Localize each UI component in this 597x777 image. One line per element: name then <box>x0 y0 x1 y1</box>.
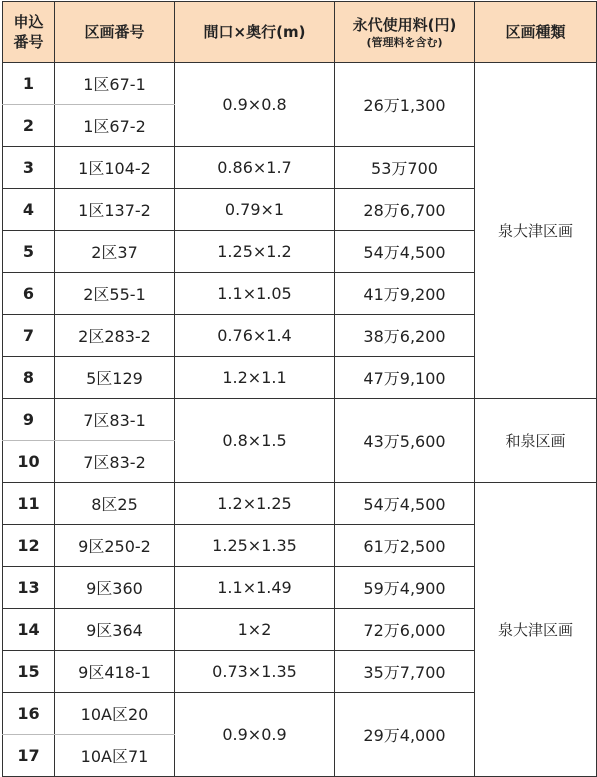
row-number: 4 <box>3 189 55 231</box>
row-area-number: 10A区71 <box>55 735 175 777</box>
table-header <box>3 2 597 63</box>
header-application-number-line1: 申込 <box>13 13 44 31</box>
row-number: 14 <box>3 609 55 651</box>
row-area-number: 9区360 <box>55 567 175 609</box>
table-body <box>3 63 597 777</box>
table-row <box>3 399 597 441</box>
row-number: 7 <box>3 315 55 357</box>
row-fee: 43万5,600 <box>335 399 475 483</box>
row-size: 0.8×1.5 <box>175 399 335 483</box>
row-fee: 38万6,200 <box>335 315 475 357</box>
row-size: 1.25×1.2 <box>175 231 335 273</box>
row-fee: 47万9,100 <box>335 357 475 399</box>
row-fee: 54万4,500 <box>335 231 475 273</box>
row-number: 16 <box>3 693 55 735</box>
row-size: 1×2 <box>175 609 335 651</box>
row-size: 0.79×1 <box>175 189 335 231</box>
header-area-type: 区画種類 <box>475 2 597 63</box>
row-number: 12 <box>3 525 55 567</box>
row-size: 0.9×0.9 <box>175 693 335 777</box>
row-number: 15 <box>3 651 55 693</box>
row-area-number: 1区104-2 <box>55 147 175 189</box>
row-number: 9 <box>3 399 55 441</box>
row-area-number: 2区283-2 <box>55 315 175 357</box>
row-area-number: 2区37 <box>55 231 175 273</box>
row-fee: 61万2,500 <box>335 525 475 567</box>
row-number: 5 <box>3 231 55 273</box>
row-area-number: 9区418-1 <box>55 651 175 693</box>
row-area-number: 9区364 <box>55 609 175 651</box>
cemetery-plot-table <box>2 1 597 777</box>
row-area-number: 7区83-1 <box>55 399 175 441</box>
row-size: 1.2×1.1 <box>175 357 335 399</box>
row-fee: 28万6,700 <box>335 189 475 231</box>
row-number: 17 <box>3 735 55 777</box>
row-size: 0.9×0.8 <box>175 63 335 147</box>
row-size: 1.1×1.05 <box>175 273 335 315</box>
row-area-number: 8区25 <box>55 483 175 525</box>
row-number: 8 <box>3 357 55 399</box>
header-application-number <box>3 2 55 63</box>
row-size: 1.25×1.35 <box>175 525 335 567</box>
header-application-number-line2: 番号 <box>13 33 44 51</box>
row-number: 3 <box>3 147 55 189</box>
row-number: 1 <box>3 63 55 105</box>
table-row <box>3 63 597 105</box>
row-area-number: 5区129 <box>55 357 175 399</box>
row-area-number: 1区67-1 <box>55 63 175 105</box>
row-fee: 59万4,900 <box>335 567 475 609</box>
header-area-number: 区画番号 <box>55 2 175 63</box>
header-row <box>3 2 597 63</box>
table-row <box>3 483 597 525</box>
row-area-number: 10A区20 <box>55 693 175 735</box>
row-area-number: 2区55-1 <box>55 273 175 315</box>
header-fee-sub: (管理料を含む) <box>366 35 443 49</box>
header-fee-main: 永代使用料(円) <box>352 15 457 34</box>
row-number: 11 <box>3 483 55 525</box>
row-area-number: 7区83-2 <box>55 441 175 483</box>
row-fee: 72万6,000 <box>335 609 475 651</box>
row-size: 1.1×1.49 <box>175 567 335 609</box>
row-number: 2 <box>3 105 55 147</box>
row-size: 0.73×1.35 <box>175 651 335 693</box>
row-fee: 35万7,700 <box>335 651 475 693</box>
row-fee: 53万700 <box>335 147 475 189</box>
row-fee: 54万4,500 <box>335 483 475 525</box>
row-area-type: 泉大津区画 <box>475 63 597 399</box>
row-number: 13 <box>3 567 55 609</box>
header-fee <box>335 2 475 63</box>
row-area-type: 泉大津区画 <box>475 483 597 777</box>
row-fee: 26万1,300 <box>335 63 475 147</box>
header-size: 間口×奥行(m) <box>175 2 335 63</box>
row-size: 1.2×1.25 <box>175 483 335 525</box>
row-area-number: 1区67-2 <box>55 105 175 147</box>
row-area-number: 1区137-2 <box>55 189 175 231</box>
row-size: 0.76×1.4 <box>175 315 335 357</box>
row-fee: 41万9,200 <box>335 273 475 315</box>
row-size: 0.86×1.7 <box>175 147 335 189</box>
row-number: 6 <box>3 273 55 315</box>
row-fee: 29万4,000 <box>335 693 475 777</box>
row-area-type: 和泉区画 <box>475 399 597 483</box>
row-number: 10 <box>3 441 55 483</box>
row-area-number: 9区250-2 <box>55 525 175 567</box>
